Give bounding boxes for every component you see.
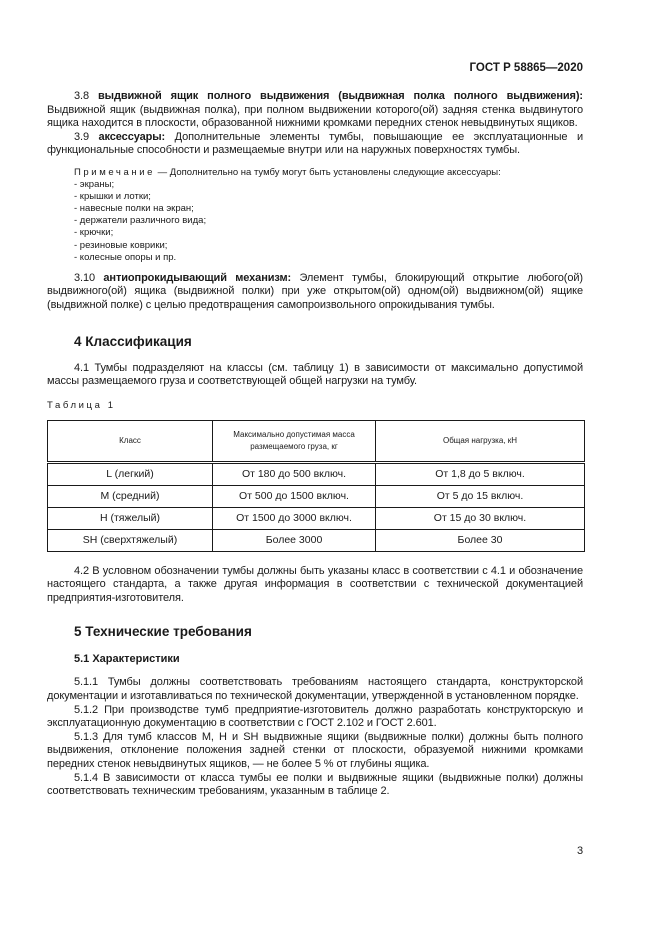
table-header-row — [48, 420, 585, 462]
table-caption: Таблица 1 — [47, 399, 116, 411]
document-header: ГОСТ Р 58865—2020 — [469, 62, 583, 74]
paragraph-4-1: 4.1 Тумбы подразделяют на классы (см. таблицу 1) в зависимости от максимально допустимой массы размещаемого груза и соответствующей общей нагрузки на тумбу. — [47, 361, 583, 388]
paragraph-4-2: 4.2 В условном обозначении тумбы должны быть указаны класс в соответствии с 4.1 и обозначение настоящего стандарта, а также другая информация в соответствии с технической документацией предприятия-изготовителя. — [47, 564, 583, 604]
paragraph-5-1-1: 5.1.1 Тумбы должны соответствовать требованиям настоящего стандарта, конструкторской документации и изготавливаться по технической документации, утвержденной в установленном порядке. — [47, 676, 583, 703]
list-item: - держатели различного вида; — [74, 215, 207, 227]
paragraph-3-8: 3.8 выдвижной ящик полного выдвижения (выдвижная полка полного выдвижения): Выдвижной ящик (выдвижная полка), при полном выдвижении которого(ой) задняя стенка выдвинутого ящика находится в плоскости, образованной нижними кромками передних стенок невыдвинутых ящиков. — [47, 90, 583, 130]
list-item: - резиновые коврики; — [74, 239, 168, 251]
subsection-heading-5-1: 5.1 Характеристики — [74, 653, 180, 666]
classification-table — [47, 420, 585, 552]
note: Примечание — Дополнительно на тумбу могут быть установлены следующие аксессуары: - экраны; - крышки и лотки; - навесные полки на экран; - держатели различного вида; - крючки; - резиновые коврики; - колесные опоры и пр. — [74, 167, 583, 264]
table-row: M (средний) От 500 до 1500 включ. От 5 до 15 включ. — [48, 485, 585, 507]
term: аксессуары: — [98, 130, 166, 143]
paragraph-5-1-2: 5.1.2 При производстве тумб предприятие-изготовитель должно разработать конструкторскую и эксплуатационную документацию в соответствии с ГОСТ 2.102 и ГОСТ 2.601. — [47, 703, 583, 730]
list-item: - крышки и лотки; — [74, 191, 151, 203]
list-item: - крючки; — [74, 227, 114, 239]
list-item: - навесные полки на экран; — [74, 203, 194, 215]
term: выдвижной ящик полного выдвижения (выдвижная полка полного выдвижения): — [97, 90, 583, 102]
section-heading-5: 5 Технические требования — [74, 624, 252, 640]
page-number: 3 — [577, 845, 584, 857]
section-heading-4: 4 Классификация — [74, 333, 192, 349]
list-item: - экраны; — [74, 179, 115, 191]
table-row: L (легкий) От 180 до 500 включ. От 1,8 до 5 включ. — [48, 462, 585, 485]
table-row: SH (сверхтяжелый) Более 3000 Более 30 — [48, 529, 585, 551]
header-cell: Максимально допустимая масса размещаемого груза, кг — [213, 420, 376, 462]
header-cell: Общая нагрузка, кН — [376, 420, 585, 462]
page-body — [47, 90, 583, 799]
table-row: H (тяжелый) От 1500 до 3000 включ. От 15 до 30 включ. — [48, 507, 585, 529]
paragraph-3-10: 3.10 антиопрокидывающий механизм: Элемент тумбы, блокирующий открытие любого(ой) выдвижного(ой) ящика (выдвижной полки) при уже открытом(ой) одном(ой) выдвижном(ой) ящике (выдвижной полке) с целью предотвращения самопроизвольного опрокидывания тумбы. — [47, 271, 583, 311]
paragraph-3-9: 3.9 аксессуары: Дополнительные элементы тумбы, повышающие ее эксплуатационные и функциональные способности и размещаемые внутри или на наружных поверхностях тумбы. — [47, 130, 583, 157]
term: антиопрокидывающий механизм: — [103, 271, 292, 284]
paragraph-5-1-4: 5.1.4 В зависимости от класса тумбы ее полки и выдвижные ящики (выдвижные полки) должны соответствовать техническим требованиям, указанным в таблице 2. — [47, 771, 583, 798]
paragraph-5-1-3: 5.1.3 Для тумб классов M, H и SH выдвижные ящики (выдвижные полки) должны быть полного выдвижения, отклонение положения задней стенки от плоскости, образуемой нижними кромками передних стенок невыдвинутых ящиков, — не более 5 % от глубины ящика. — [47, 730, 583, 771]
header-cell: Класс — [48, 420, 213, 462]
list-item: - колесные опоры и пр. — [74, 251, 177, 263]
